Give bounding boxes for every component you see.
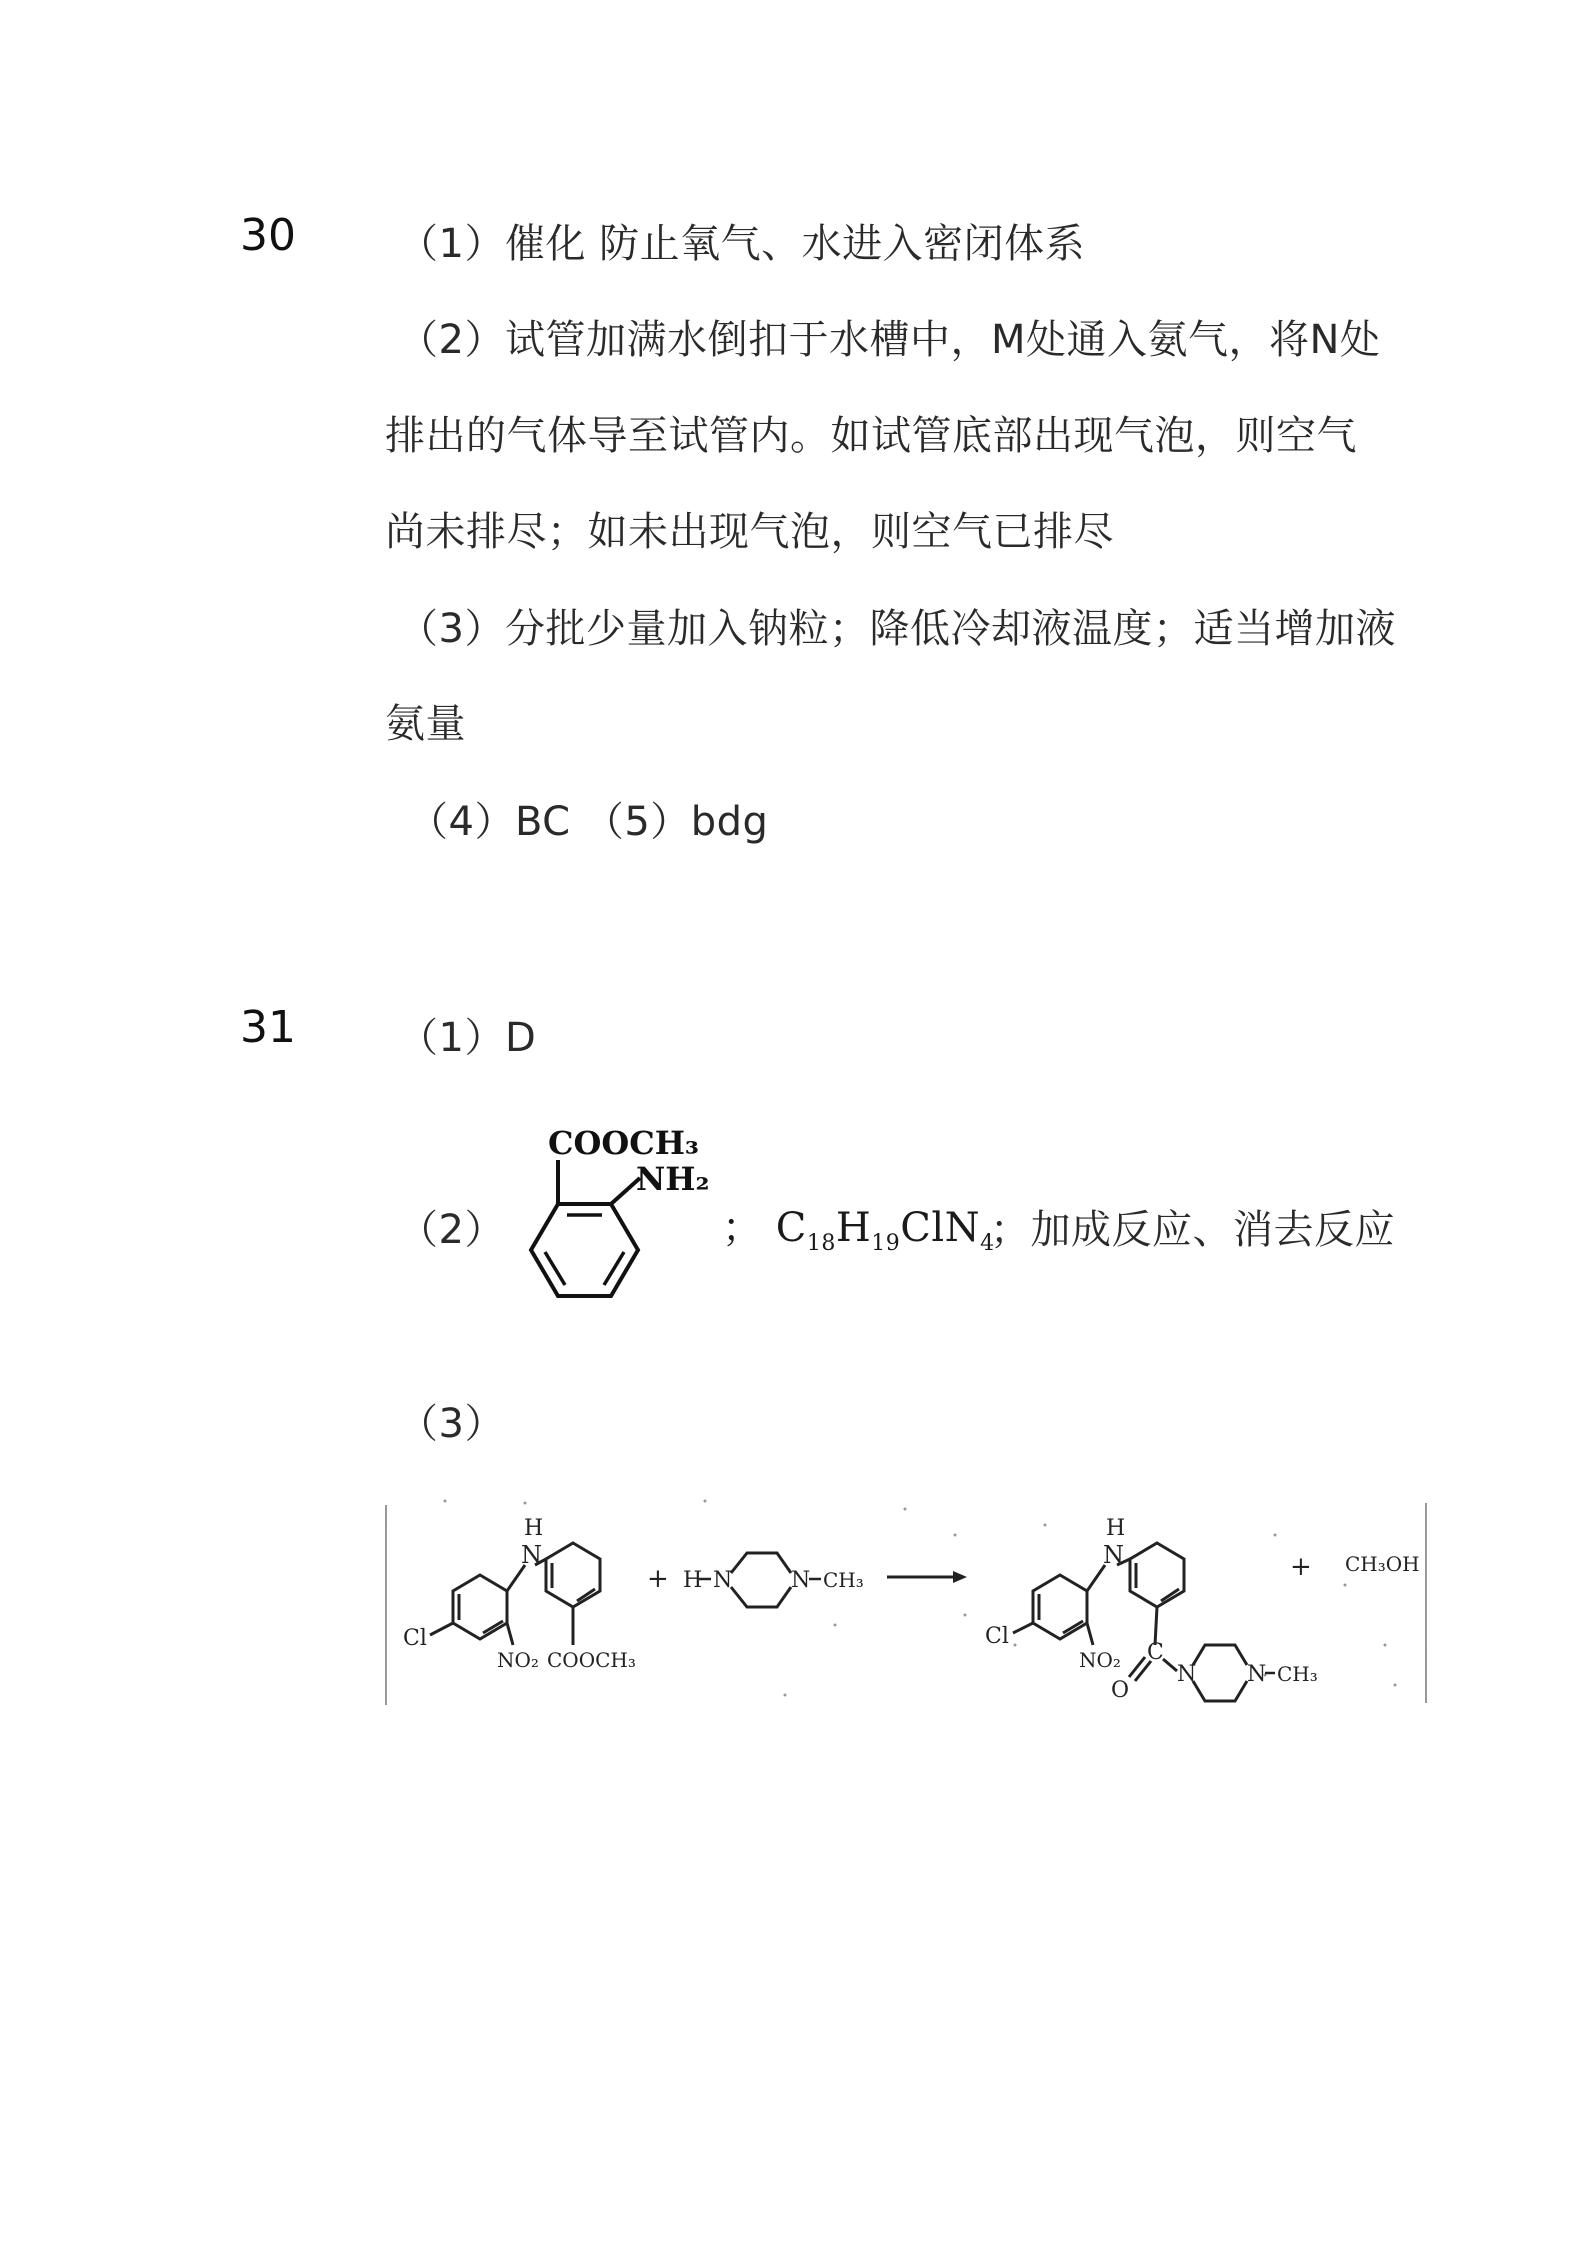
formula-c-sub: 18	[806, 1231, 836, 1256]
p1-o: O	[1111, 1678, 1130, 1703]
r2-ch3: CH₃	[823, 1568, 864, 1592]
semicolon: ；	[722, 1205, 763, 1251]
formula-cl: Cl	[900, 1205, 945, 1251]
formula-h: H	[835, 1205, 872, 1251]
q30-part2-line2: 排出的气体导至试管内。如试管底部出现气泡，则空气	[385, 413, 1357, 459]
formula-h-sub: 19	[871, 1231, 901, 1256]
q30-part3-line1: （3）分批少量加入钠粒；降低冷却液温度；适当增加液	[398, 606, 1396, 652]
structure1-cooch3: COOCH₃	[548, 1124, 699, 1162]
q30-part2-line3: 尚未排尽；如未出现气泡，则空气已排尽	[385, 509, 1114, 555]
formula-n-sub: 4	[980, 1231, 995, 1256]
r2-h: H	[683, 1568, 703, 1593]
q31-part1: （1）D	[398, 1015, 537, 1061]
q30-part3-line2: 氨量	[385, 701, 466, 747]
formula-n: N	[944, 1205, 981, 1251]
p1-ch3: CH₃	[1277, 1662, 1318, 1686]
q30-part2-line1: （2）试管加满水倒扣于水槽中，M处通入氨气，将N处	[398, 317, 1381, 363]
r1-cl: Cl	[403, 1626, 427, 1651]
structure1-nh2: NH₂	[636, 1160, 710, 1198]
q31-part3-label: （3）	[398, 1401, 505, 1447]
question-number-31: 31	[240, 1002, 296, 1053]
r2-n1: N	[713, 1568, 733, 1593]
plus-sign-2: +	[1290, 1552, 1312, 1582]
question-number-30: 30	[240, 210, 296, 261]
structure-methyl-anthranilate	[490, 1112, 720, 1332]
p1-n1: N	[1177, 1662, 1197, 1687]
q31-formula	[722, 1196, 995, 1256]
reaction-scheme	[385, 1495, 1430, 1715]
p2-methanol: CH₃OH	[1345, 1552, 1420, 1576]
q31-part2-reactions: ；加成反应、消去反应	[990, 1207, 1395, 1253]
p1-n2: N	[1247, 1662, 1267, 1687]
q30-part1: （1）催化 防止氧气、水进入密闭体系	[398, 221, 1086, 267]
formula-c: C	[775, 1205, 807, 1251]
r1-cooch3: COOCH₃	[547, 1648, 636, 1672]
p1-n: N	[1103, 1541, 1124, 1569]
r1-no2: NO₂	[497, 1648, 539, 1672]
p1-no2: NO₂	[1079, 1648, 1121, 1672]
p1-cl: Cl	[985, 1624, 1009, 1649]
r2-n2: N	[791, 1568, 811, 1593]
p1-c: C	[1147, 1640, 1164, 1665]
r1-h: H	[524, 1516, 544, 1541]
p1-h: H	[1106, 1516, 1126, 1541]
q30-part4-5: （4）BC （5）bdg	[408, 799, 769, 845]
q31-part2-label: （2）	[398, 1207, 505, 1253]
r1-n: N	[521, 1541, 542, 1569]
plus-sign-1: +	[647, 1564, 669, 1594]
